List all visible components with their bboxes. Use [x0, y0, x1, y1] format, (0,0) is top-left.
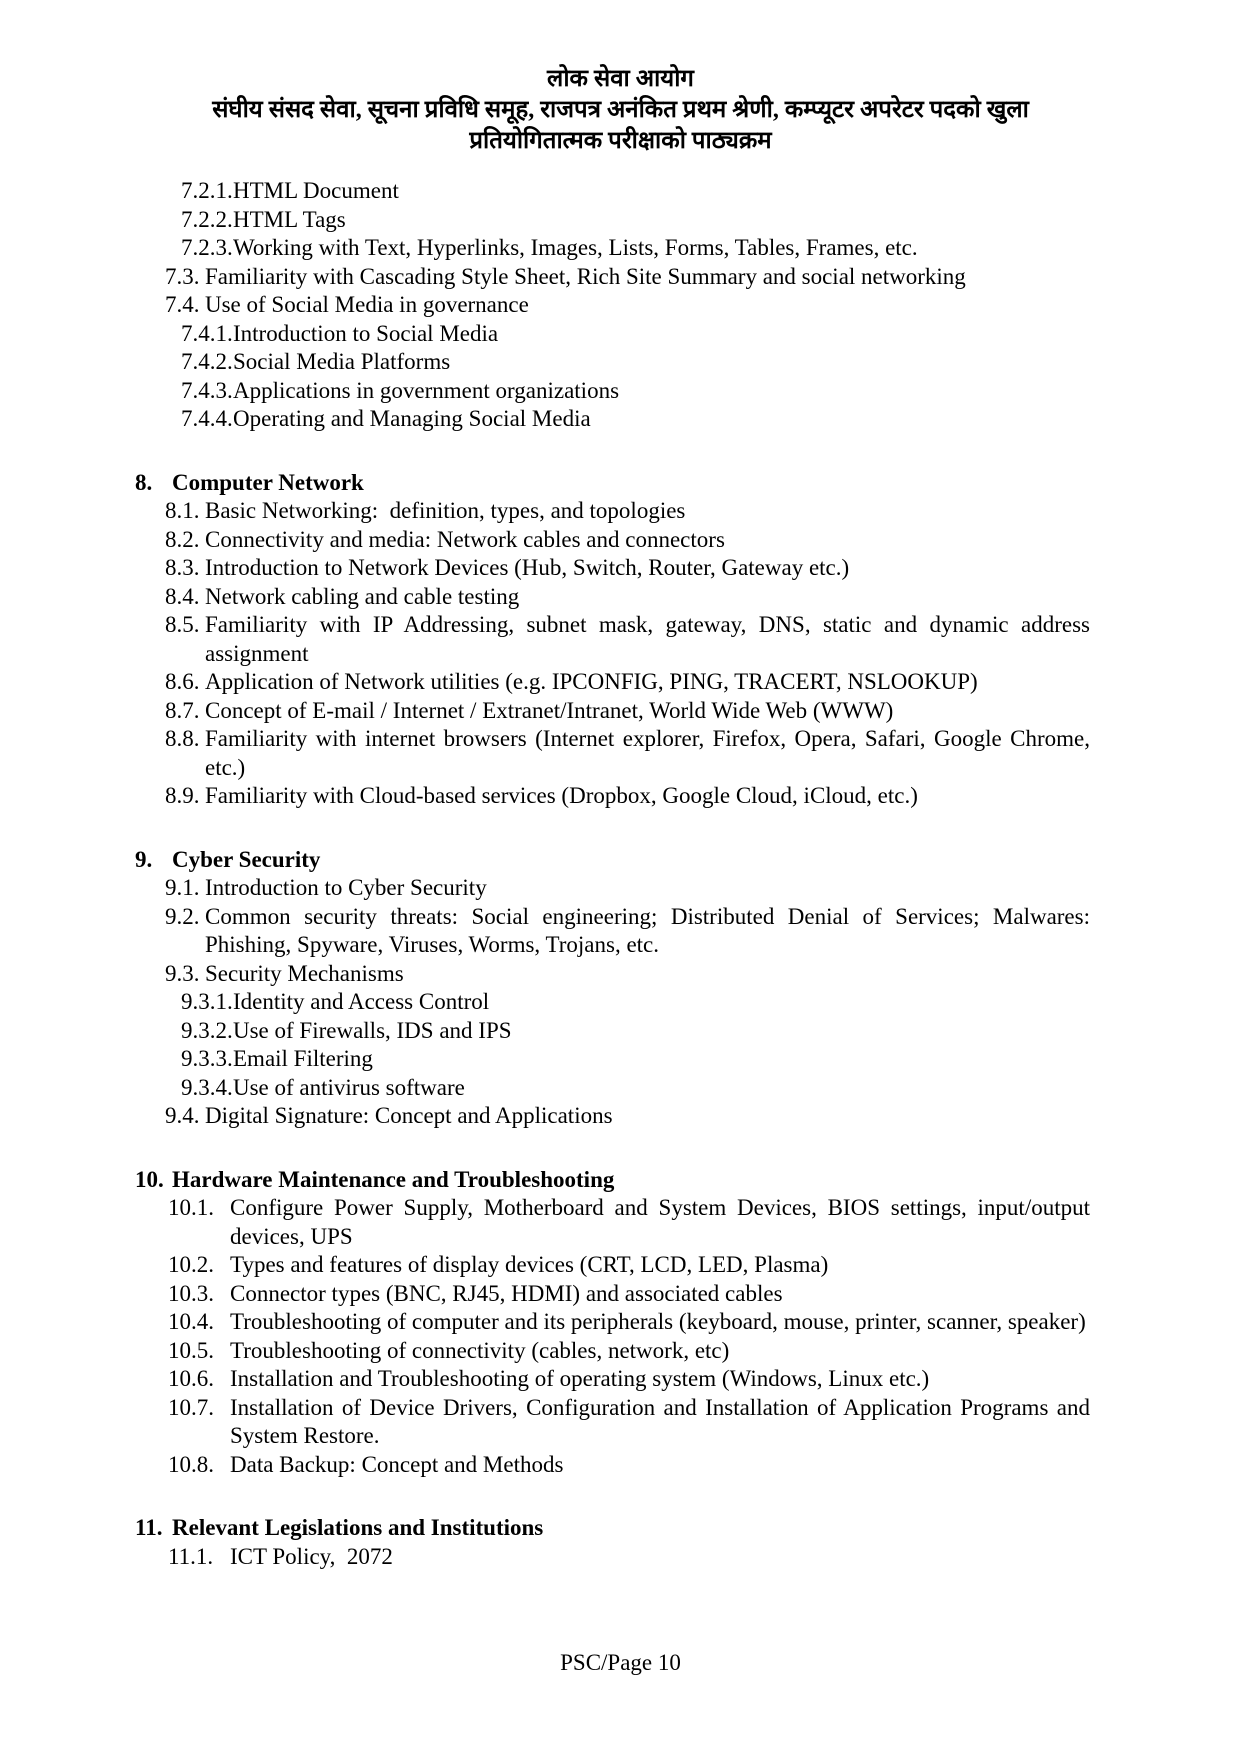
outline-item [0, 1045, 1090, 1074]
item-text: Operating and Managing Social Media [233, 406, 591, 431]
outline-item [0, 206, 1090, 235]
section-heading [0, 1166, 1090, 1195]
outline-item [0, 177, 1090, 206]
outline-item [0, 405, 1090, 434]
item-text: Social Media Platforms [233, 349, 451, 374]
item-number: 8.9. [165, 783, 200, 808]
item-text: Use of antivirus software [233, 1074, 465, 1100]
item-text: Relevant Legislations and Institutions [172, 1515, 544, 1540]
item-text: Basic Networking: definition, types, and topologies [205, 498, 686, 523]
item-number: 10.7. [168, 1394, 214, 1420]
item-text: Working with Text, Hyperlinks, Images, Lists, Forms, Tables, Frames, etc. [233, 235, 918, 260]
item-text: Digital Signature: Concept and Applications [205, 1103, 613, 1128]
item-number: 7.3. [165, 263, 200, 289]
item-text: Types and features of display devices (CRT, LCD, LED, Plasma) [230, 1252, 829, 1277]
outline-item [0, 611, 1096, 668]
outline-item [0, 263, 1090, 292]
outline-item [0, 1280, 1090, 1309]
outline-item [0, 1194, 1096, 1251]
item-number: 9.1. [165, 875, 200, 900]
outline-item [0, 377, 1090, 406]
outline-item [0, 725, 1096, 782]
outline-item [0, 697, 1090, 726]
item-number: 7.4.3. [181, 377, 233, 403]
item-text: Common security threats: Social engineering; Distributed Denial of Services; Malwares: Phishing, Spyware, Viruses, Worms, Trojans, etc. [205, 903, 1096, 957]
outline-item [0, 234, 1090, 263]
item-text: Introduction to Cyber Security [205, 875, 487, 900]
item-number: 10.1. [168, 1195, 214, 1220]
item-text: Introduction to Social Media [233, 320, 499, 346]
item-number: 8.5. [165, 612, 200, 637]
item-number: 7.4. [165, 292, 200, 317]
item-text: Familiarity with Cloud-based services (Dropbox, Google Cloud, iCloud, etc.) [205, 783, 918, 808]
item-number: 9.3.2. [181, 1017, 233, 1043]
item-text: Familiarity with IP Addressing, subnet mask, gateway, DNS, static and dynamic address assignment [205, 612, 1096, 666]
outline-item [0, 1365, 1090, 1394]
item-text: Security Mechanisms [205, 960, 404, 986]
section-heading [0, 469, 1090, 498]
outline-item [0, 1394, 1096, 1451]
item-number: 10.3. [168, 1280, 214, 1306]
item-text: Cyber Security [172, 846, 321, 872]
item-text: Installation and Troubleshooting of operating system (Windows, Linux etc.) [230, 1366, 930, 1391]
item-number: 10.4. [168, 1309, 214, 1334]
syllabus-outline [0, 177, 1241, 1571]
item-text: Installation of Device Drivers, Configuration and Installation of Application Programs and System Restore. [230, 1394, 1096, 1448]
item-number: 7.2.2. [181, 206, 233, 232]
item-number: 10.2. [168, 1252, 214, 1277]
item-number: 8.2. [165, 526, 200, 552]
outline-item [0, 874, 1090, 903]
outline-item [0, 960, 1090, 989]
item-number: 7.4.4. [181, 406, 233, 431]
header-service-line: संघीय संसद सेवा, सूचना प्रविधि समूह, राजपत्र अनंकित प्रथम श्रेणी, कम्प्यूटर अपरेटर पदको खुला [212, 97, 1029, 123]
item-text: Hardware Maintenance and Troubleshooting [172, 1166, 615, 1192]
header-org-title: लोक सेवा आयोग [547, 66, 694, 92]
item-text: Email Filtering [233, 1046, 373, 1071]
outline-item [0, 1451, 1090, 1480]
document-header [0, 64, 1241, 157]
outline-item [0, 554, 1090, 583]
item-text: Use of Firewalls, IDS and IPS [233, 1017, 512, 1043]
item-number: 8.8. [165, 726, 200, 751]
item-text: Applications in government organizations [233, 377, 620, 403]
outline-item [0, 668, 1090, 697]
outline-item [0, 320, 1090, 349]
item-number: 9.3.3. [181, 1046, 233, 1071]
item-number: 7.4.1. [181, 320, 233, 346]
item-text: Data Backup: Concept and Methods [230, 1451, 564, 1477]
item-number: 10.6. [168, 1366, 214, 1391]
item-text: HTML Tags [233, 206, 346, 232]
item-number: 7.4.2. [181, 349, 233, 374]
outline-item [0, 988, 1090, 1017]
item-number: 8.4. [165, 583, 200, 609]
outline-item [0, 782, 1090, 811]
item-text: Familiarity with internet browsers (Internet explorer, Firefox, Opera, Safari, Google Chrome, etc.) [205, 726, 1096, 780]
outline-item [0, 1251, 1090, 1280]
item-text: ICT Policy, 2072 [230, 1543, 393, 1569]
item-number: 8.7. [165, 697, 200, 723]
item-number: 9.3. [165, 960, 200, 986]
outline-item [0, 1017, 1090, 1046]
item-text: Use of Social Media in governance [205, 292, 529, 317]
item-text: Configure Power Supply, Motherboard and System Devices, BIOS settings, input/output devices, UPS [230, 1195, 1096, 1249]
outline-item [0, 1102, 1090, 1131]
item-number: 9.3.1. [181, 989, 233, 1014]
header-exam-line: प्रतियोगितात्मक परीक्षाको पाठ्यक्रम [469, 128, 772, 154]
outline-item [0, 1074, 1090, 1103]
item-number: 8.6. [165, 669, 200, 694]
outline-item [0, 903, 1096, 960]
item-text: Introduction to Network Devices (Hub, Switch, Router, Gateway etc.) [205, 555, 850, 580]
item-text: Connector types (BNC, RJ45, HDMI) and associated cables [230, 1280, 783, 1306]
item-number: 10.8. [168, 1451, 214, 1477]
item-number: 10.5. [168, 1337, 214, 1363]
item-number: 9.4. [165, 1103, 200, 1128]
item-number: 7.2.1. [181, 178, 233, 203]
section-heading [0, 846, 1090, 875]
outline-item [0, 497, 1090, 526]
outline-item [0, 291, 1090, 320]
item-number: 9.2. [165, 903, 200, 929]
outline-item [0, 1308, 1090, 1337]
page-number-label: PSC/Page 10 [560, 1650, 681, 1675]
item-number: 9.3.4. [181, 1074, 233, 1100]
item-text: Identity and Access Control [233, 989, 490, 1014]
outline-item [0, 1337, 1090, 1366]
item-text: Network cabling and cable testing [205, 583, 520, 609]
item-text: Familiarity with Cascading Style Sheet, Rich Site Summary and social networking [205, 263, 966, 289]
item-number: 8.1. [165, 498, 200, 523]
item-text: Concept of E-mail / Internet / Extranet/Intranet, World Wide Web (WWW) [205, 697, 894, 723]
item-text: Application of Network utilities (e.g. IPCONFIG, PING, TRACERT, NSLOOKUP) [205, 669, 978, 694]
item-number: 9. [135, 846, 153, 872]
outline-item [0, 583, 1090, 612]
item-text: HTML Document [233, 178, 399, 203]
outline-item [0, 348, 1090, 377]
outline-item [0, 1543, 1090, 1572]
outline-item [0, 526, 1090, 555]
item-number: 8.3. [165, 555, 200, 580]
item-number: 11.1. [168, 1543, 214, 1569]
item-text: Computer Network [172, 469, 364, 495]
page-footer [0, 1649, 1241, 1677]
item-number: 7.2.3. [181, 235, 233, 260]
item-text: Troubleshooting of computer and its peripherals (keyboard, mouse, printer, scanner, speaker) [230, 1309, 1086, 1334]
item-number: 11. [135, 1515, 163, 1540]
section-heading [0, 1514, 1090, 1543]
item-number: 8. [135, 469, 153, 495]
item-text: Connectivity and media: Network cables and connectors [205, 526, 725, 552]
item-text: Troubleshooting of connectivity (cables, network, etc) [230, 1337, 730, 1363]
item-number: 10. [135, 1166, 164, 1192]
